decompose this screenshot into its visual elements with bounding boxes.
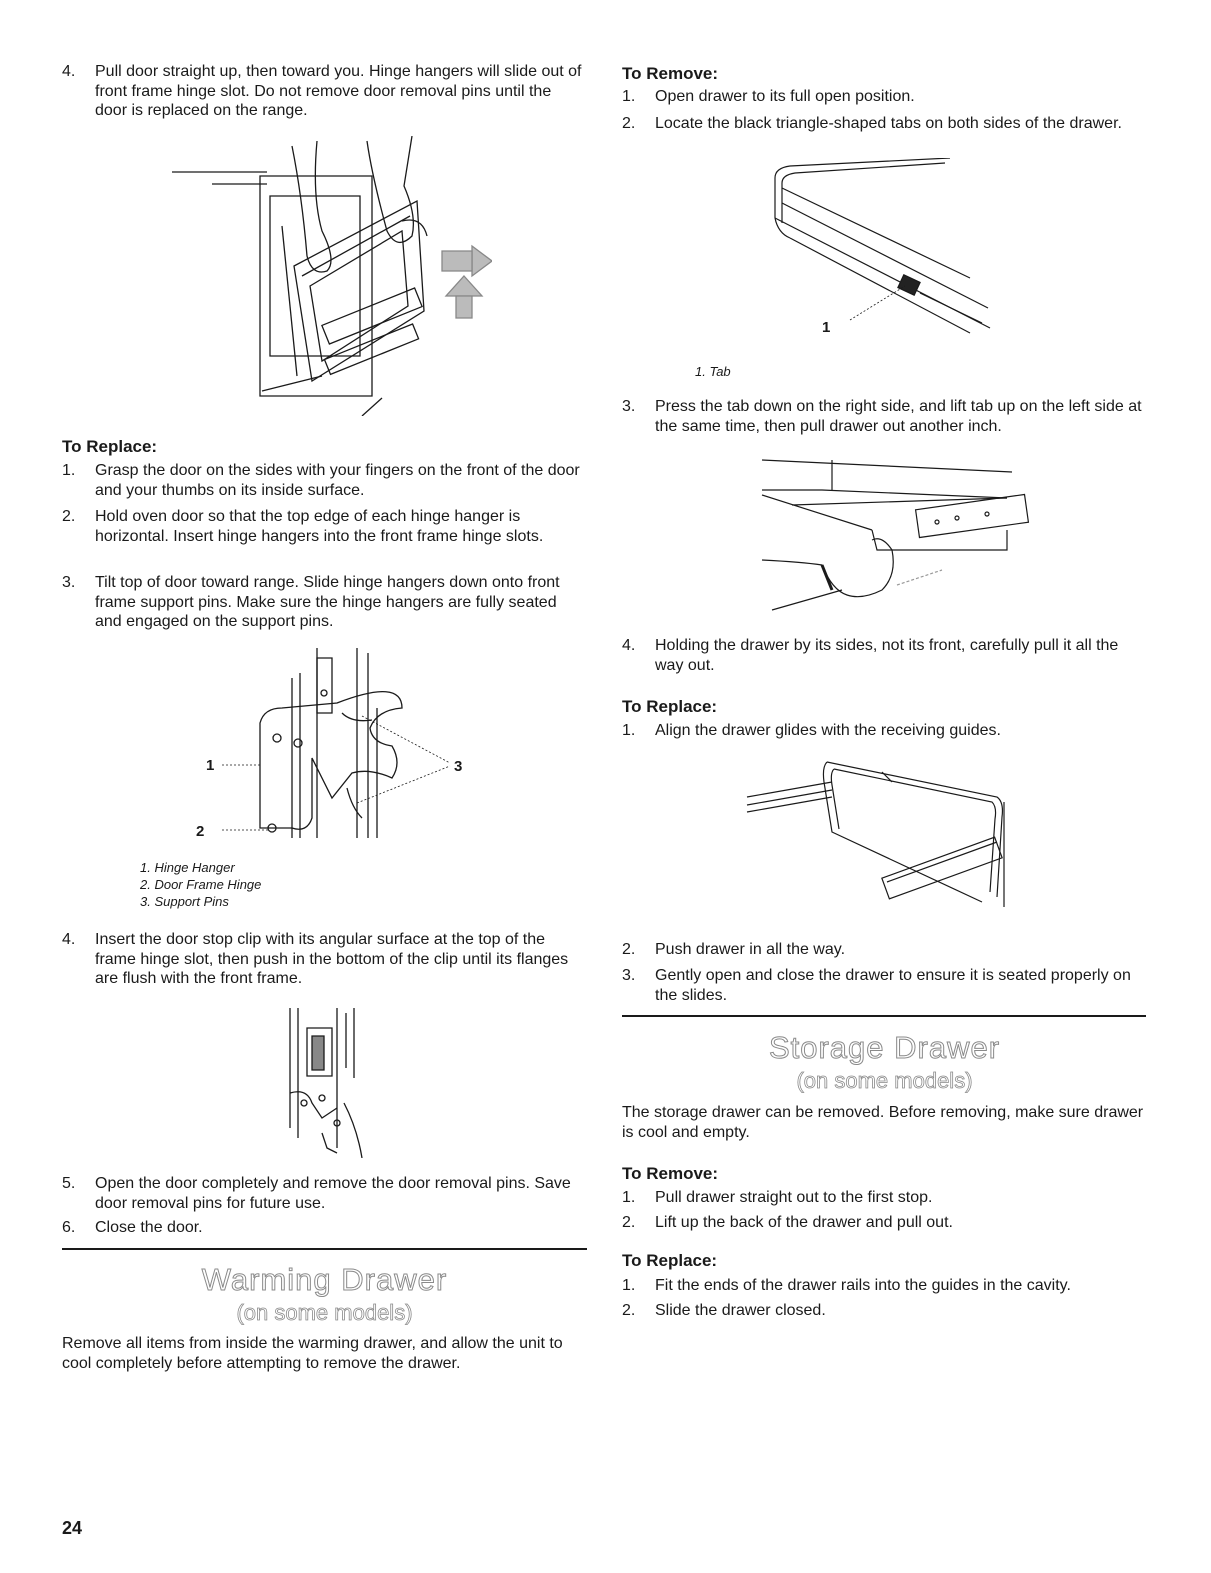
drawer-glides-illustration xyxy=(742,757,1012,912)
step-number: 2. xyxy=(622,1302,636,1319)
drawer-replace-step-1 xyxy=(622,721,1147,741)
hinge-hanger-illustration xyxy=(192,648,472,848)
storage-replace-step-2 xyxy=(622,1301,1147,1321)
step-number: 1. xyxy=(622,722,636,739)
replace-step-1 xyxy=(62,461,587,500)
step-text: Gently open and close the drawer to ensure it is seated properly on the slides. xyxy=(655,967,1131,1004)
drawer-pull-illustration xyxy=(732,450,1032,615)
warming-drawer-intro: Remove all items from inside the warming drawer, and allow the unit to cool completely before attempting to remove the drawer. xyxy=(62,1335,563,1372)
step-number: 6. xyxy=(62,1219,76,1236)
step-text: Holding the drawer by its sides, not its front, carefully pull it all the way out. xyxy=(655,637,1119,674)
replace-heading: To Replace: xyxy=(62,437,158,456)
step-number: 1. xyxy=(622,1277,636,1294)
step-text: Pull drawer straight out to the first stop. xyxy=(655,1189,933,1206)
step-text: Tilt top of door toward range. Slide hinge hangers down onto front frame support pins. Make sure the hinge hangers are fully seated and engaged on the support pins. xyxy=(95,574,560,630)
step-number: 2. xyxy=(622,941,636,958)
step-number: 4. xyxy=(62,931,76,948)
step-text: Open drawer to its full open position. xyxy=(655,88,915,105)
tab-callout: 1 xyxy=(822,319,831,336)
callout-3: 3 xyxy=(454,758,463,775)
step-text: Hold oven door so that the top edge of each hinge hanger is horizontal. Insert hinge hangers into the front frame hinge slots. xyxy=(95,508,544,545)
step-number: 2. xyxy=(622,115,636,132)
remove-step-4 xyxy=(622,636,1147,675)
storage-drawer-title: Storage Drawer xyxy=(768,1030,1001,1065)
caption-tab: 1. Tab xyxy=(695,364,731,379)
caption-hinge-hanger: 1. Hinge Hanger xyxy=(140,860,235,875)
step-text: Pull door straight up, then toward you. Hinge hangers will slide out of front frame hinge slot. Do not remove door removal pins until the door is replaced on the range. xyxy=(95,63,582,119)
step-number: 2. xyxy=(62,508,76,525)
storage-remove-heading: To Remove: xyxy=(622,1164,719,1183)
step-pull-door xyxy=(62,62,587,121)
step-text: Locate the black triangle-shaped tabs on both sides of the drawer. xyxy=(655,115,1122,132)
drawer-replace-step-3 xyxy=(622,966,1147,1005)
step-number: 2. xyxy=(622,1214,636,1231)
step-number: 3. xyxy=(622,398,636,415)
remove-heading: To Remove: xyxy=(622,64,719,83)
warming-drawer-subtitle: (on some models) xyxy=(236,1300,413,1325)
step-text: Fit the ends of the drawer rails into the guides in the cavity. xyxy=(655,1277,1071,1294)
step-text: Close the door. xyxy=(95,1219,203,1236)
step-number: 3. xyxy=(622,967,636,984)
storage-remove-step-1 xyxy=(622,1188,1147,1208)
door-removal-illustration xyxy=(172,136,492,416)
section-divider xyxy=(622,1015,1146,1017)
step-number: 1. xyxy=(622,88,636,105)
step-number: 4. xyxy=(622,637,636,654)
caption-support-pins: 3. Support Pins xyxy=(140,894,229,909)
storage-replace-heading: To Replace: xyxy=(622,1251,718,1270)
replace-step-2 xyxy=(62,507,587,546)
storage-remove-step-2 xyxy=(622,1213,1147,1233)
step-text: Slide the drawer closed. xyxy=(655,1302,826,1319)
step-number: 5. xyxy=(62,1175,76,1192)
caption-door-frame-hinge: 2. Door Frame Hinge xyxy=(140,877,262,892)
replace-step-3 xyxy=(62,573,587,632)
remove-step-3 xyxy=(622,397,1147,436)
storage-drawer-subtitle: (on some models) xyxy=(796,1068,973,1093)
step-open-door xyxy=(62,1174,587,1213)
step-number: 1. xyxy=(62,462,76,479)
drawer-replace-step-2 xyxy=(622,940,1147,960)
storage-drawer-intro: The storage drawer can be removed. Before removing, make sure drawer is cool and empty. xyxy=(622,1104,1144,1141)
step-close-door xyxy=(62,1218,587,1238)
step-text: Lift up the back of the drawer and pull out. xyxy=(655,1214,953,1231)
step-text: Push drawer in all the way. xyxy=(655,941,846,958)
drawer-replace-heading: To Replace: xyxy=(622,697,718,716)
step-number: 3. xyxy=(62,574,76,591)
warming-drawer-title: Warming Drawer xyxy=(201,1262,448,1297)
section-divider xyxy=(62,1248,587,1250)
step-number: 4. xyxy=(62,63,76,80)
page-number: 24 xyxy=(62,1518,83,1538)
step-number: 1. xyxy=(622,1189,636,1206)
drawer-tab-illustration xyxy=(770,158,1000,348)
remove-step-1 xyxy=(622,87,1147,107)
step-text: Press the tab down on the right side, and lift tab up on the left side at the same time, then pull drawer out another inch. xyxy=(655,398,1142,435)
remove-step-2 xyxy=(622,114,1147,134)
door-stop-clip-illustration xyxy=(282,1008,392,1158)
step-text: Align the drawer glides with the receiving guides. xyxy=(655,722,1001,739)
callout-2: 2 xyxy=(196,823,205,840)
step-text: Open the door completely and remove the door removal pins. Save door removal pins for future use. xyxy=(95,1175,571,1212)
step-insert-clip xyxy=(62,930,587,989)
step-text: Grasp the door on the sides with your fingers on the front of the door and your thumbs on its inside surface. xyxy=(95,462,580,499)
storage-replace-step-1 xyxy=(622,1276,1147,1296)
step-text: Insert the door stop clip with its angular surface at the top of the frame hinge slot, then push in the bottom of the clip until its flanges are flush with the front frame. xyxy=(95,931,569,987)
callout-1: 1 xyxy=(206,757,215,774)
